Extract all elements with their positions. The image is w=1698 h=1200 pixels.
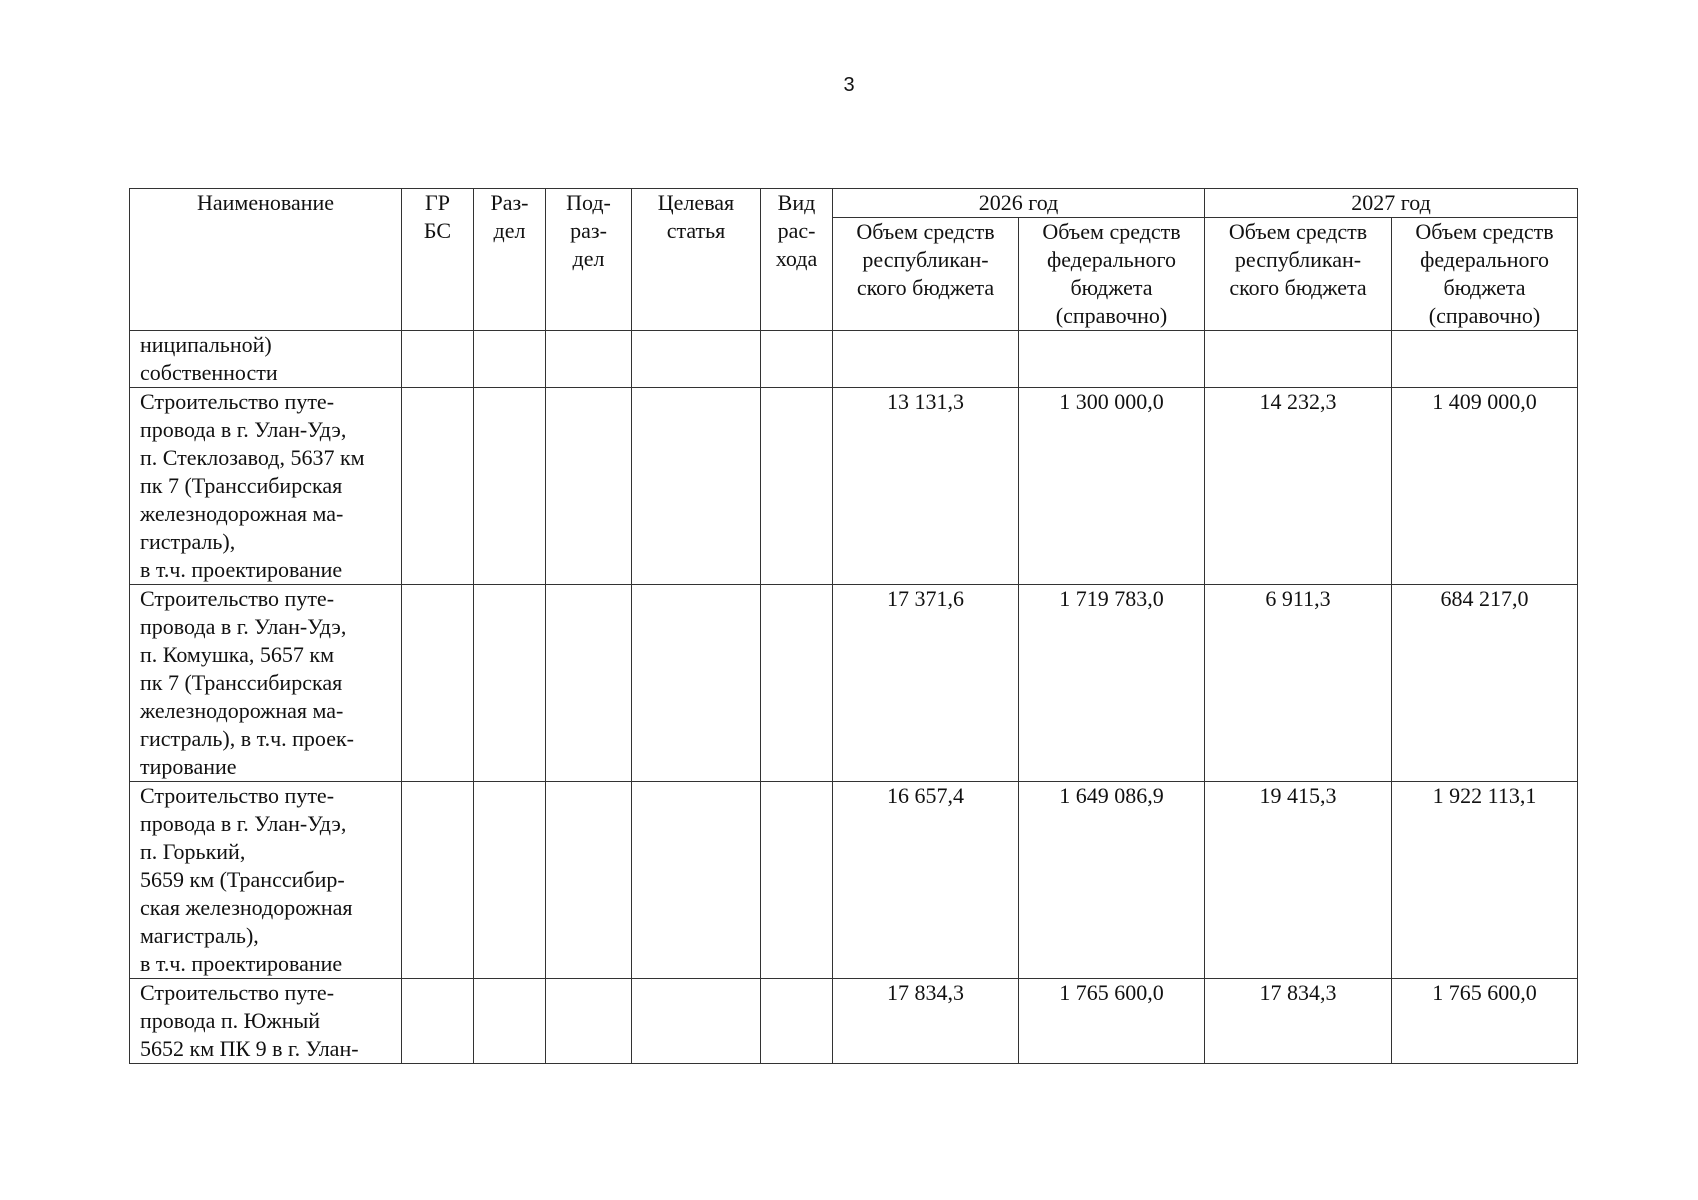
row-grbs (402, 782, 474, 979)
row-celevaya (632, 979, 761, 1064)
table-row (130, 782, 1578, 979)
row-2027-rep: 6 911,3 (1205, 585, 1392, 782)
row-2027-fed: 1 922 113,1 (1392, 782, 1578, 979)
row-2026-rep (833, 331, 1019, 388)
header-razdel: Раз- дел (474, 189, 546, 331)
row-razdel (474, 979, 546, 1064)
row-2027-fed: 1 409 000,0 (1392, 388, 1578, 585)
row-grbs (402, 388, 474, 585)
row-name: Строительство путе- провода в г. Улан-Удэ, п. Комушка, 5657 км пк 7 (Транссибирская железнодорожная ма- гистраль), в т.ч. проек- тирование (130, 585, 402, 782)
header-celevaya-statya: Целевая статья (632, 189, 761, 331)
row-celevaya (632, 388, 761, 585)
row-2026-rep: 17 834,3 (833, 979, 1019, 1064)
row-2026-rep: 16 657,4 (833, 782, 1019, 979)
budget-table (129, 188, 1578, 1064)
row-2026-fed: 1 300 000,0 (1019, 388, 1205, 585)
row-razdel (474, 388, 546, 585)
row-grbs (402, 585, 474, 782)
row-2026-rep: 13 131,3 (833, 388, 1019, 585)
header-name: Наименование (130, 189, 402, 331)
row-2027-fed (1392, 331, 1578, 388)
row-2026-rep: 17 371,6 (833, 585, 1019, 782)
row-podrazdel (546, 782, 632, 979)
row-2026-fed: 1 719 783,0 (1019, 585, 1205, 782)
row-vid (761, 585, 833, 782)
row-grbs (402, 979, 474, 1064)
row-2026-fed (1019, 331, 1205, 388)
header-year-2026: 2026 год (833, 189, 1205, 218)
row-vid (761, 979, 833, 1064)
table-row (130, 979, 1578, 1064)
header-2027-fed-budget: Объем средств федерального бюджета (справочно) (1392, 218, 1578, 331)
row-razdel (474, 585, 546, 782)
row-vid (761, 388, 833, 585)
row-name: Строительство путе- провода в г. Улан-Удэ, п. Стеклозавод, 5637 км пк 7 (Транссибирская железнодорожная ма- гистраль), в т.ч. проектирование (130, 388, 402, 585)
table-row (130, 331, 1578, 388)
row-razdel (474, 782, 546, 979)
row-vid (761, 331, 833, 388)
row-razdel (474, 331, 546, 388)
row-2027-fed: 684 217,0 (1392, 585, 1578, 782)
table-row (130, 585, 1578, 782)
header-2026-fed-budget: Объем средств федерального бюджета (справочно) (1019, 218, 1205, 331)
row-podrazdel (546, 388, 632, 585)
header-2026-rep-budget: Объем средств республикан- ского бюджета (833, 218, 1019, 331)
table-row (130, 388, 1578, 585)
row-podrazdel (546, 585, 632, 782)
table-header (130, 189, 1578, 331)
row-celevaya (632, 782, 761, 979)
row-2027-rep: 14 232,3 (1205, 388, 1392, 585)
row-2027-rep: 19 415,3 (1205, 782, 1392, 979)
header-year-2027: 2027 год (1205, 189, 1578, 218)
row-2027-rep: 17 834,3 (1205, 979, 1392, 1064)
row-2026-fed: 1 765 600,0 (1019, 979, 1205, 1064)
row-vid (761, 782, 833, 979)
header-2027-rep-budget: Объем средств республикан- ского бюджета (1205, 218, 1392, 331)
row-2026-fed: 1 649 086,9 (1019, 782, 1205, 979)
header-podrazdel: Под- раз- дел (546, 189, 632, 331)
row-name: ниципальной) собственности (130, 331, 402, 388)
header-grbs: ГР БС (402, 189, 474, 331)
row-podrazdel (546, 979, 632, 1064)
row-name: Строительство путе- провода в г. Улан-Удэ, п. Горький, 5659 км (Транссибир- ская железнодорожная магистраль), в т.ч. проектирование (130, 782, 402, 979)
page-number: 3 (843, 74, 855, 96)
row-2027-rep (1205, 331, 1392, 388)
table-body (130, 331, 1578, 1064)
row-celevaya (632, 331, 761, 388)
header-vid-raskhoda: Вид рас- хода (761, 189, 833, 331)
row-celevaya (632, 585, 761, 782)
row-name: Строительство путе- провода п. Южный 5652 км ПК 9 в г. Улан- (130, 979, 402, 1064)
row-grbs (402, 331, 474, 388)
row-podrazdel (546, 331, 632, 388)
row-2027-fed: 1 765 600,0 (1392, 979, 1578, 1064)
